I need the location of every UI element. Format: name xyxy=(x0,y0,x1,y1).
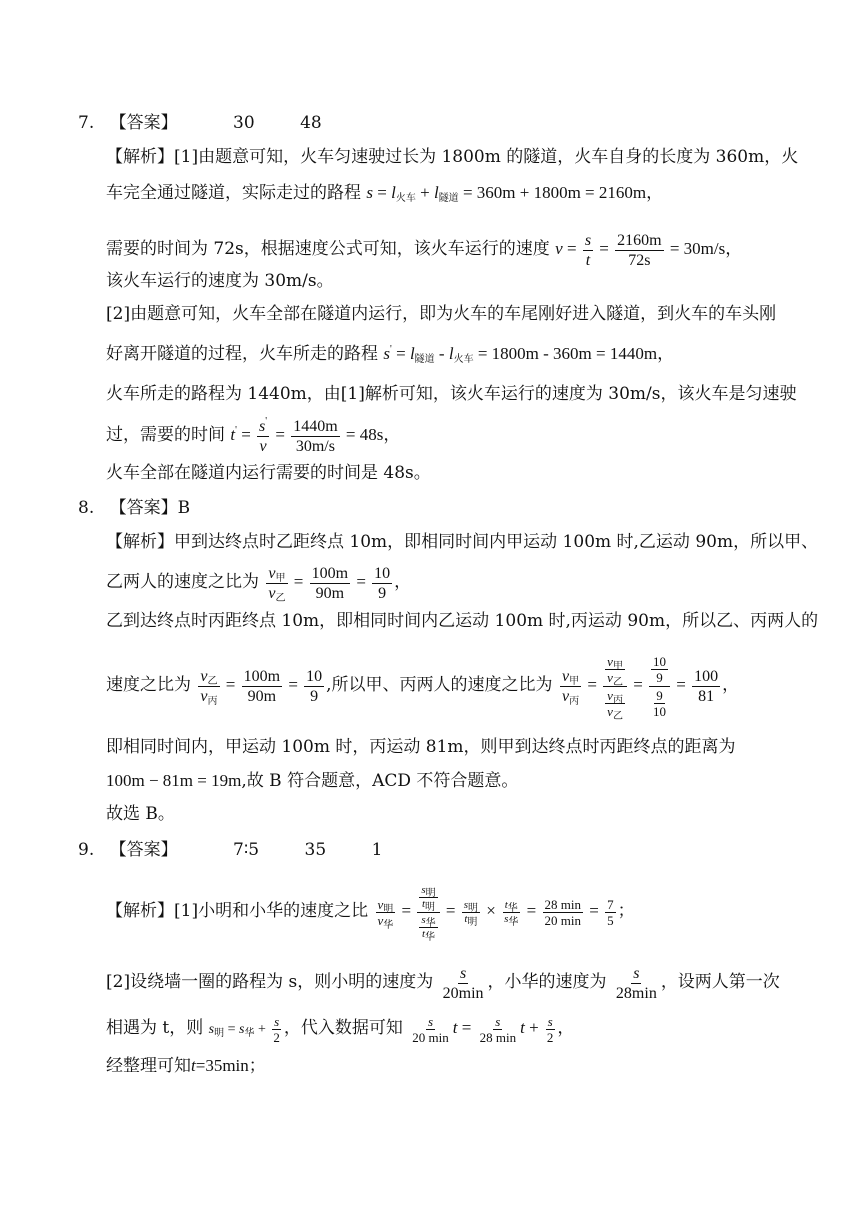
q7-text-3: 需要的时间为 72s，根据速度公式可知，该火车运行的速度 xyxy=(106,239,550,259)
q9-answer-1: 7∶5 xyxy=(233,840,260,860)
q8-formula-ratio-3: $\frac{v_甲}{v_丙}$ = $\frac{\frac{v_甲}{v_乙}}{\frac{v_丙}{v_乙}}$ = $\frac{\frac{10}{9}}{\frac{9}{10}}$ = $\frac{100}{81}$ xyxy=(561,653,719,722)
q9-formula-result: t=35min xyxy=(191,1056,249,1075)
q7-formula-speed: v = $\frac{s}{t}$ = $\frac{2160m}{72s}$ = 30m/s xyxy=(555,231,726,269)
q7-text-2: 车完全通过隧道，实际走过的路程 xyxy=(106,183,361,203)
q7-formula-distance-2: $s' = l_{隧道} - l_{火车} = 1800m - 360m = 1440m$ xyxy=(383,344,658,365)
q9-text-3b: ，代入数据可知 xyxy=(283,1018,403,1038)
q8-analysis-line-3 xyxy=(106,610,818,632)
q8-text-4: 速度之比为 xyxy=(106,675,191,695)
q9-formula-meet: $s_明 = s_华$ + $\frac{s}{2}$ xyxy=(208,1014,280,1046)
q7-number: 7. xyxy=(78,113,95,133)
q7-text-5: [2]由题意可知，火车全部在隧道内运行，即为火车的车尾刚好进入隧道，到火车的车头刚 xyxy=(106,304,777,324)
q8-answer: B xyxy=(177,498,191,518)
q8-text-1: 甲到达终点时乙距终点 10m，即相同时间内甲运动 100m 时,乙运动 90m，所以甲、 xyxy=(174,532,819,552)
q7-analysis-line-5 xyxy=(106,303,776,325)
q8-number: 8. xyxy=(78,498,95,518)
q7-analysis-line-9 xyxy=(106,462,431,484)
q7-analysis-line-8: 过，需要的时间 t' = $\frac{s'}{v}$ = $\frac{1440m}{30m/s}$ = 48s， xyxy=(106,415,401,455)
q9-formula-ratio: $\frac{v_明}{v_华}$ = $\frac{\frac{s_明}{t_明}}{\frac{s_华}{t_华}}$ = $\frac{s_明}{t_明}$ × $\frac{t_华}{s_华}$ = $\frac{28 \min}{20 \min}$ = $\frac{7}{5}$ xyxy=(377,883,614,943)
q7-analysis-tag: 【解析】 xyxy=(106,147,174,167)
q7-text-7: 火车所走的路程为 1440m，由[1]解析可知，该火车运行的速度为 30m/s，该火车是匀速驶 xyxy=(106,384,797,404)
q9-text-2b: ，小华的速度为 xyxy=(487,972,607,992)
q8-text-7: 故选 B。 xyxy=(106,804,175,824)
q7-text-6: 好离开隧道的过程，火车所走的路程 xyxy=(106,344,378,364)
q8-analysis-line-6 xyxy=(106,770,518,792)
q7-text-8: 过，需要的时间 xyxy=(106,425,225,445)
q8-text-4b: ,所以甲、丙两人的速度之比为 xyxy=(326,675,553,695)
q9-analysis-line-3: 相遇为 t，则 $s_明 = s_华$ + $\frac{s}{2}$ ，代入数据可知 $\frac{s}{20 \min}$ t = $\frac{s}{28 \min}$ t + $\frac{s}{2}$ ， xyxy=(106,1013,575,1046)
q7-answer-tag: 【答案】 xyxy=(109,113,178,133)
q8-analysis-line-7 xyxy=(106,803,175,825)
q7-analysis-line-3: 需要的时间为 72s，根据速度公式可知，该火车运行的速度 v = $\frac{s}{t}$ = $\frac{2160m}{72s}$ = 30m/s， xyxy=(106,231,743,269)
q9-formula-ming-speed: $\frac{s}{20\min}$ xyxy=(442,964,484,1002)
q8-formula-ratio-2: $\frac{v_乙}{v_丙}$ = $\frac{100m}{90m}$ = $\frac{10}{9}$ xyxy=(200,667,323,707)
q8-analysis-line-4: 速度之比为 $\frac{v_乙}{v_丙}$ = $\frac{100m}{90m}$ = $\frac{10}{9}$ ,所以甲、丙两人的速度之比为 $\frac{v_甲}{v_丙}$ = $\frac{\frac{v_甲}{v_乙}}{\frac{v_丙}{v_乙}}$ = $\frac{\frac{10}{9}}{\frac{9}{10}}$ = $\frac{100}{81}$ ， xyxy=(106,653,740,722)
q9-analysis-tag: 【解析】 xyxy=(106,901,174,921)
q7-formula-distance: $s = l_{火车} + l_{隧道} = 360m + 1800m = 2160m$ xyxy=(366,183,647,204)
q9-text-3a: 相遇为 t，则 xyxy=(106,1018,204,1038)
q8-formula-distance: 100m − 81m = 19m xyxy=(106,771,242,790)
q7-answer-line xyxy=(78,112,322,134)
q9-answer-tag: 【答案】 xyxy=(109,840,178,860)
q7-analysis-line-7 xyxy=(106,383,796,405)
q9-answer-line xyxy=(78,839,382,861)
q9-number: 9. xyxy=(78,840,95,860)
q8-text-5: 即相同时间内，甲运动 100m 时，丙运动 81m，则甲到达终点时丙距终点的距离为 xyxy=(106,737,736,757)
q8-text-2: 乙两人的速度之比为 xyxy=(106,572,259,592)
q8-text-6: ,故 B 符合题意，ACD 不符合题意。 xyxy=(241,771,519,791)
q9-text-2a: [2]设绕墙一圈的路程为 s，则小明的速度为 xyxy=(106,972,434,992)
q9-analysis-line-4: 经整理可知t=35min； xyxy=(106,1056,266,1076)
q7-answer-1: 30 xyxy=(233,113,255,133)
q8-analysis-line-2: 乙两人的速度之比为 $\frac{v_甲}{v_乙}$ = $\frac{100m}{90m}$ = $\frac{10}{9}$ ， xyxy=(106,564,412,604)
q7-text-1: [1]由题意可知，火车匀速驶过长为 1800m 的隧道，火车自身的长度为 360m，火 xyxy=(174,147,799,167)
q8-formula-ratio-1: $\frac{v_甲}{v_乙}$ = $\frac{100m}{90m}$ = $\frac{10}{9}$ xyxy=(268,564,391,604)
q7-answer-2: 48 xyxy=(300,113,322,133)
q9-answer-2: 35 xyxy=(304,840,327,860)
q7-analysis-line-1 xyxy=(106,146,798,168)
q8-answer-line xyxy=(78,497,190,519)
q8-answer-tag: 【答案】 xyxy=(109,498,178,518)
q7-text-9: 火车全部在隧道内运行需要的时间是 48s。 xyxy=(106,463,431,483)
q9-formula-hua-speed: $\frac{s}{28\min}$ xyxy=(615,964,657,1002)
q7-analysis-line-4 xyxy=(106,270,334,292)
q8-analysis-tag: 【解析】 xyxy=(106,532,174,552)
q9-text-2c: ，设两人第一次 xyxy=(660,972,780,992)
q9-text-4: 经整理可知 xyxy=(106,1056,191,1076)
q8-analysis-line-5 xyxy=(106,736,736,758)
q7-analysis-line-6: 好离开隧道的过程，火车所走的路程 $s' = l_{隧道} - l_{火车} = 1800m - 360m = 1440m$， xyxy=(106,344,675,365)
q7-formula-time: t' = $\frac{s'}{v}$ = $\frac{1440m}{30m/s}$ = 48s xyxy=(230,415,384,455)
q8-text-3: 乙到达终点时丙距终点 10m，即相同时间内乙运动 100m 时,丙运动 90m，所以乙、丙两人的 xyxy=(106,611,819,631)
q8-analysis-line-1 xyxy=(106,531,818,553)
q9-analysis-line-1: 【解析】[1]小明和小华的速度之比 $\frac{v_明}{v_华}$ = $\frac{\frac{s_明}{t_明}}{\frac{s_华}{t_华}}$ = $\frac{s_明}{t_明}$ × $\frac{t_华}{s_华}$ = $\frac{28 \min}{20 \min}$ = $\frac{7}{5}$ ； xyxy=(106,883,635,943)
q9-text-1: [1]小明和小华的速度之比 xyxy=(174,901,369,921)
q7-text-4: 该火车运行的速度为 30m/s。 xyxy=(106,271,334,291)
q7-analysis-line-2: 车完全通过隧道，实际走过的路程 $s = l_{火车} + l_{隧道} = 360m + 1800m = 2160m$， xyxy=(106,183,664,204)
q9-analysis-line-2 xyxy=(106,962,780,1003)
q9-answer-3: 1 xyxy=(371,840,383,860)
q9-formula-substitute: $\frac{s}{20 \min}$ t = $\frac{s}{28 \min}$ t + $\frac{s}{2}$ xyxy=(412,1013,554,1045)
